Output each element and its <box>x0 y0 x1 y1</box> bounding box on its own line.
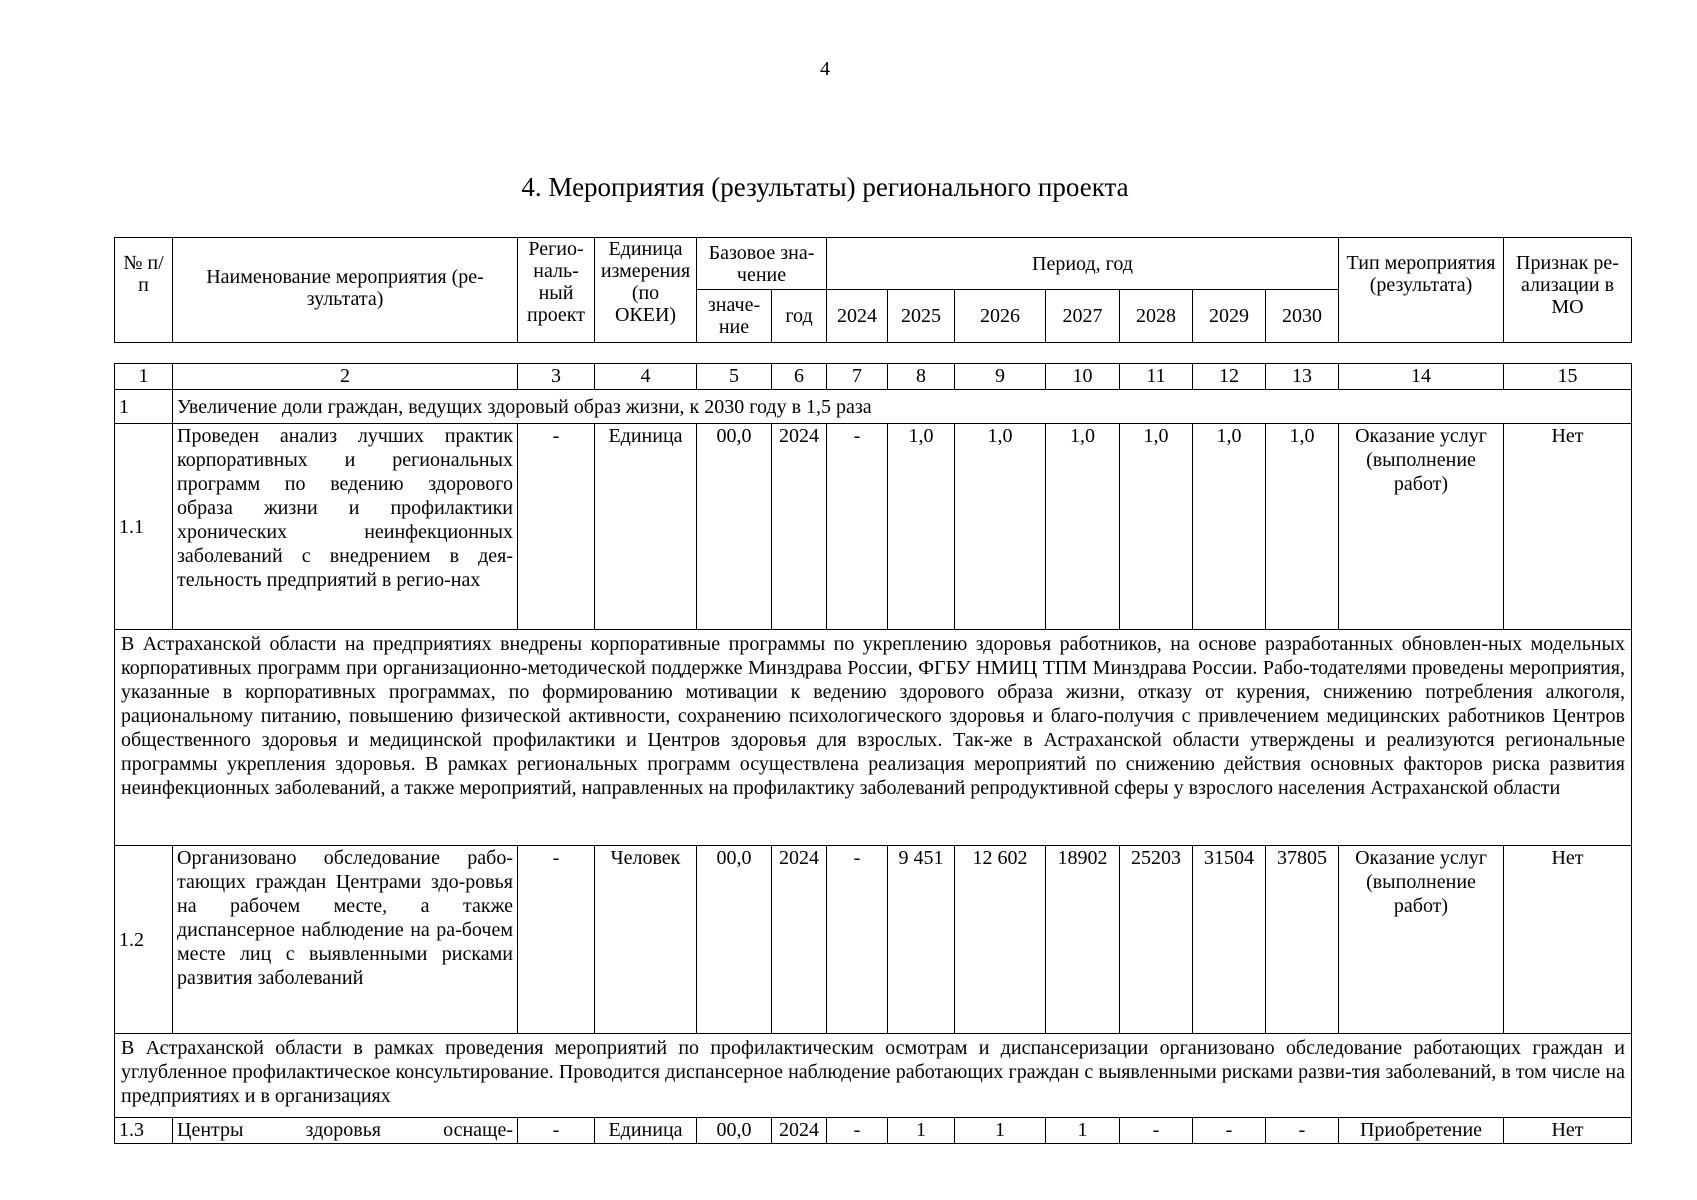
column-number: 15 <box>1504 364 1632 390</box>
row-type: Оказание услуг (выполнение работ) <box>1339 846 1504 1034</box>
section-title: Увеличение доли граждан, ведущих здоровый образ жизни, к 2030 году в 1,5 раза <box>173 390 1632 424</box>
table-row <box>115 424 1632 630</box>
column-number: 9 <box>955 364 1046 390</box>
row-mo-flag: Нет <box>1504 1118 1632 1144</box>
column-number: 10 <box>1046 364 1120 390</box>
header-year: 2030 <box>1266 290 1339 343</box>
header-base-value: Базовое зна-чение <box>697 238 827 290</box>
row-num: 1.2 <box>115 846 173 1034</box>
row-value: - <box>827 846 888 1034</box>
row-base-value: 00,0 <box>697 424 772 630</box>
header-regional-project: Регио-наль-ный проект <box>518 238 595 343</box>
row-name: Центры здоровья оснаще- <box>173 1118 518 1144</box>
row-value: 9 451 <box>888 846 955 1034</box>
row-base-year: 2024 <box>772 424 827 630</box>
header-name: Наименование мероприятия (ре-зультата) <box>173 238 518 343</box>
header-base-value-year: год <box>772 290 827 343</box>
body-table <box>114 363 1632 1144</box>
column-number: 1 <box>115 364 173 390</box>
row-name: Проведен анализ лучших практик корпоративных и региональных программ по ведению здорового образа жизни и профилактики хронических неинфекционных заболеваний с внедрением в дея-тельность предприятий в регио-нах <box>173 424 518 630</box>
header-num: № п/п <box>115 238 173 343</box>
header-year: 2027 <box>1046 290 1120 343</box>
column-number: 6 <box>772 364 827 390</box>
column-number: 7 <box>827 364 888 390</box>
note-row <box>115 1034 1632 1118</box>
row-num: 1.1 <box>115 424 173 630</box>
row-value: 1 <box>888 1118 955 1144</box>
header-year: 2028 <box>1120 290 1193 343</box>
row-value: 31504 <box>1193 846 1266 1034</box>
row-value: 25203 <box>1120 846 1193 1034</box>
column-number: 12 <box>1193 364 1266 390</box>
note-row <box>115 630 1632 846</box>
row-base-year: 2024 <box>772 1118 827 1144</box>
section-row <box>115 390 1632 424</box>
row-value: 1,0 <box>1046 424 1120 630</box>
row-value: - <box>1120 1118 1193 1144</box>
header-table <box>114 237 1632 343</box>
page-number: 4 <box>820 58 830 80</box>
column-number: 5 <box>697 364 772 390</box>
row-value: 1,0 <box>1266 424 1339 630</box>
row-regional-project: - <box>518 1118 595 1144</box>
table-row <box>115 846 1632 1034</box>
header-year: 2029 <box>1193 290 1266 343</box>
row-value: - <box>1266 1118 1339 1144</box>
row-base-value: 00,0 <box>697 846 772 1034</box>
column-number: 14 <box>1339 364 1504 390</box>
row-value: - <box>1193 1118 1266 1144</box>
column-number: 3 <box>518 364 595 390</box>
row-value: 18902 <box>1046 846 1120 1034</box>
row-value: - <box>827 424 888 630</box>
column-number: 13 <box>1266 364 1339 390</box>
column-number: 4 <box>595 364 697 390</box>
row-note: В Астраханской области в рамках проведения мероприятий по профилактическим осмотрам и диспансеризации организовано обследование работающих граждан и углубленное профилактическое консультирование. Проводится диспансерное наблюдение работающих граждан с выявленными рисками разви-тия заболеваний, в том числе на предприятиях и в организациях <box>115 1034 1632 1118</box>
header-unit: Единица измерения (по ОКЕИ) <box>595 238 697 343</box>
header-year: 2025 <box>888 290 955 343</box>
row-value: 1,0 <box>1193 424 1266 630</box>
column-number: 8 <box>888 364 955 390</box>
column-numbers-row <box>115 364 1632 390</box>
row-value: - <box>827 1118 888 1144</box>
row-regional-project: - <box>518 424 595 630</box>
column-number: 11 <box>1120 364 1193 390</box>
section-num: 1 <box>115 390 173 424</box>
row-value: 12 602 <box>955 846 1046 1034</box>
row-mo-flag: Нет <box>1504 424 1632 630</box>
row-num: 1.3 <box>115 1118 173 1144</box>
row-value: 37805 <box>1266 846 1339 1034</box>
row-unit: Единица <box>595 1118 697 1144</box>
row-unit: Единица <box>595 424 697 630</box>
header-type: Тип мероприятия (результата) <box>1339 238 1504 343</box>
row-note: В Астраханской области на предприятиях внедрены корпоративные программы по укреплению здоровья работников, на основе разработанных обновлен-ных модельных корпоративных программ при организационно-методической поддержке Минздрава России, ФГБУ НМИЦ ТПМ Минздрава России. Рабо-тодателями проведены мероприятия, указанные в корпоративных программах, по формированию мотивации к ведению здорового образа жизни, отказу от курения, снижению потребления алкоголя, рациональному питанию, повышению физической активности, сохранению психологического здоровья и благо-получия с привлечением медицинских работников Центров общественного здоровья и медицинской профилактики и Центров здоровья для взрослых. Так-же в Астраханской области утверждены и реализуются региональные программы укрепления здоровья. В рамках региональных программ осуществлена реализация мероприятий по снижению действия основных факторов риска развития неинфекционных заболеваний, а также мероприятий, направленных на профилактику заболеваний репродуктивной сферы у взрослого населения Астраханской области <box>115 630 1632 846</box>
row-value: 1,0 <box>1120 424 1193 630</box>
row-value: 1 <box>955 1118 1046 1144</box>
row-value: 1,0 <box>888 424 955 630</box>
row-value: 1,0 <box>955 424 1046 630</box>
header-year: 2026 <box>955 290 1046 343</box>
header-period: Период, год <box>827 238 1339 290</box>
row-type: Приобретение <box>1339 1118 1504 1144</box>
header-base-value-value: значе-ние <box>697 290 772 343</box>
row-name: Организовано обследование рабо-тающих граждан Центрами здо-ровья на рабочем месте, а также диспансерное наблюдение на ра-бочем месте лиц с выявленными рисками развития заболеваний <box>173 846 518 1034</box>
column-number: 2 <box>173 364 518 390</box>
header-year: 2024 <box>827 290 888 343</box>
row-regional-project: - <box>518 846 595 1034</box>
row-base-value: 00,0 <box>697 1118 772 1144</box>
row-unit: Человек <box>595 846 697 1034</box>
row-type: Оказание услуг (выполнение работ) <box>1339 424 1504 630</box>
row-mo-flag: Нет <box>1504 846 1632 1034</box>
page-title: 4. Мероприятия (результаты) регионального проекта <box>521 172 1129 202</box>
row-value: 1 <box>1046 1118 1120 1144</box>
header-mo-flag: Признак ре-ализации в МО <box>1504 238 1632 343</box>
table-row <box>115 1118 1632 1144</box>
row-base-year: 2024 <box>772 846 827 1034</box>
